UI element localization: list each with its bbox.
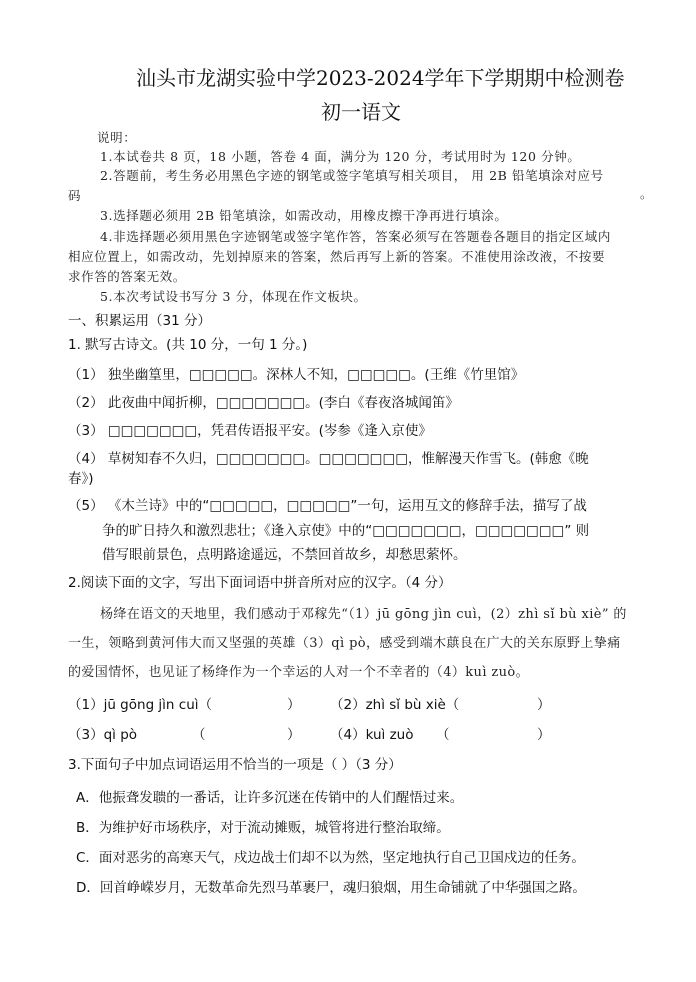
question-1-stem: 1. 默写古诗文。(共 10 分，一句 1 分。) — [68, 337, 308, 353]
answer-2-close: ） — [537, 697, 551, 713]
question-1-item-5-line-2: 争的旷日持久和激烈悲壮；《逢入京使》中的“□□□□□□□，□□□□□□□” 则 — [102, 523, 590, 539]
question-3-option-c: C．面对恶劣的高寒天气，戍边战士们却不以为然，坚定地执行自己卫国戍边的任务。 — [76, 850, 585, 866]
answer-2-label: （2）zhì sǐ bù xiè（ — [330, 697, 460, 713]
answer-4-open: （ — [436, 727, 450, 743]
question-1-item-1: （1） 独坐幽篁里，□□□□□。深林人不知，□□□□□。(王维《竹里馆》 — [68, 367, 525, 383]
exam-subtitle: 初一语文 — [321, 100, 401, 124]
question-3-stem: 3.下面句子中加点词语运用不恰当的一项是（ ）（3 分） — [68, 757, 402, 773]
question-1-item-3: （3） □□□□□□□，凭君传语报平安。(岑参《逢入京使》 — [68, 423, 432, 439]
answer-4-close: ） — [537, 727, 551, 743]
note-3: 3.选择题必须用 2B 铅笔填涂，如需改动，用橡皮擦干净再进行填涂。 — [100, 208, 508, 223]
question-3-option-a: A．他振聋发聩的一番话，让许多沉迷在传销中的人们醒悟过来。 — [76, 790, 464, 806]
question-3-option-b: B．为维护好市场秩序，对于流动摊贩，城管将进行整治取缔。 — [76, 820, 450, 836]
note-4-cont: 相应位置上，如需改动，先划掉原来的答案，然后再写上新的答案。不准使用涂改液，不按要 — [68, 249, 606, 264]
question-1-item-5: （5） 《木兰诗》中的“□□□□□，□□□□□”一句，运用互文的修辞手法，描写了战 — [68, 498, 587, 514]
question-3-option-d: D．回首峥嵘岁月，无数革命先烈马革裹尸，魂归狼烟，用生命铺就了中华强国之路。 — [76, 880, 586, 896]
note-1: 1.本试卷共 8 页，18 小题，答卷 4 面，满分为 120 分，考试用时为 120 分钟。 — [100, 149, 581, 164]
answer-3-label: （3）qì pò — [68, 727, 138, 743]
note-2-cont: 码 — [68, 188, 82, 203]
question-1-item-4: （4） 草树知春不久归，□□□□□□□。□□□□□□□，惟解漫天作雪飞。(韩愈《晚 — [68, 451, 589, 467]
exam-title: 汕头市龙湖实验中学2023-2024学年下学期期中检测卷 — [136, 66, 625, 90]
section-heading: 一、积累运用（31 分） — [68, 313, 211, 329]
question-1-item-5-line-3: 借写眼前景色，点明路途遥远，不禁回首故乡，却愁思萦怀。 — [102, 547, 467, 563]
answer-3-open: （ — [192, 727, 206, 743]
question-1-item-2: （2） 此夜曲中闻折柳，□□□□□□□。(李白《春夜洛城闻笛》 — [68, 395, 459, 411]
answer-1-label: （1）jū gōng jìn cuì（ — [68, 697, 213, 713]
note-4: 4.非选择题必须用黑色字迹钢笔或签字笔作答，答案必须写在答题卷各题目的指定区域内 — [100, 229, 611, 244]
question-1-item-4-cont: 春》) — [68, 471, 94, 487]
question-2-passage-line-2: 一生，领略到黄河伟大而又坚强的英雄（3）qì pò，感受到端木蕻良在广大的关东原野上挚痛 — [68, 636, 621, 651]
note-4-end: 求作答的答案无效。 — [68, 269, 186, 284]
answer-3-close: ） — [287, 727, 301, 743]
notes-label: 说明： — [97, 130, 137, 145]
answer-4-label: （4）kuì zuò — [330, 727, 414, 743]
note-5: 5.本次考试设书写分 3 分，体现在作文板块。 — [100, 289, 367, 304]
question-2-stem: 2.阅读下面的文字，写出下面词语中拼音所对应的汉字。（4 分） — [68, 575, 452, 591]
note-2: 2.答题前，考生务必用黑色字迹的钢笔或签字笔填写相关项目， 用 2B 铅笔填涂对应号 — [100, 168, 604, 183]
note-2-dot: 。 — [640, 186, 654, 201]
answer-1-close: ） — [287, 697, 301, 713]
question-2-passage-line-3: 的爱国情怀，也见证了杨绛作为一个幸运的人对一个不幸者的（4）kuì zuò。 — [68, 665, 530, 680]
question-2-passage-line-1: 杨绛在语文的天地里，我们感动于邓稼先“（1）jū gōng jìn cuì，(2）zhì sǐ bù xiè” 的 — [100, 607, 627, 622]
